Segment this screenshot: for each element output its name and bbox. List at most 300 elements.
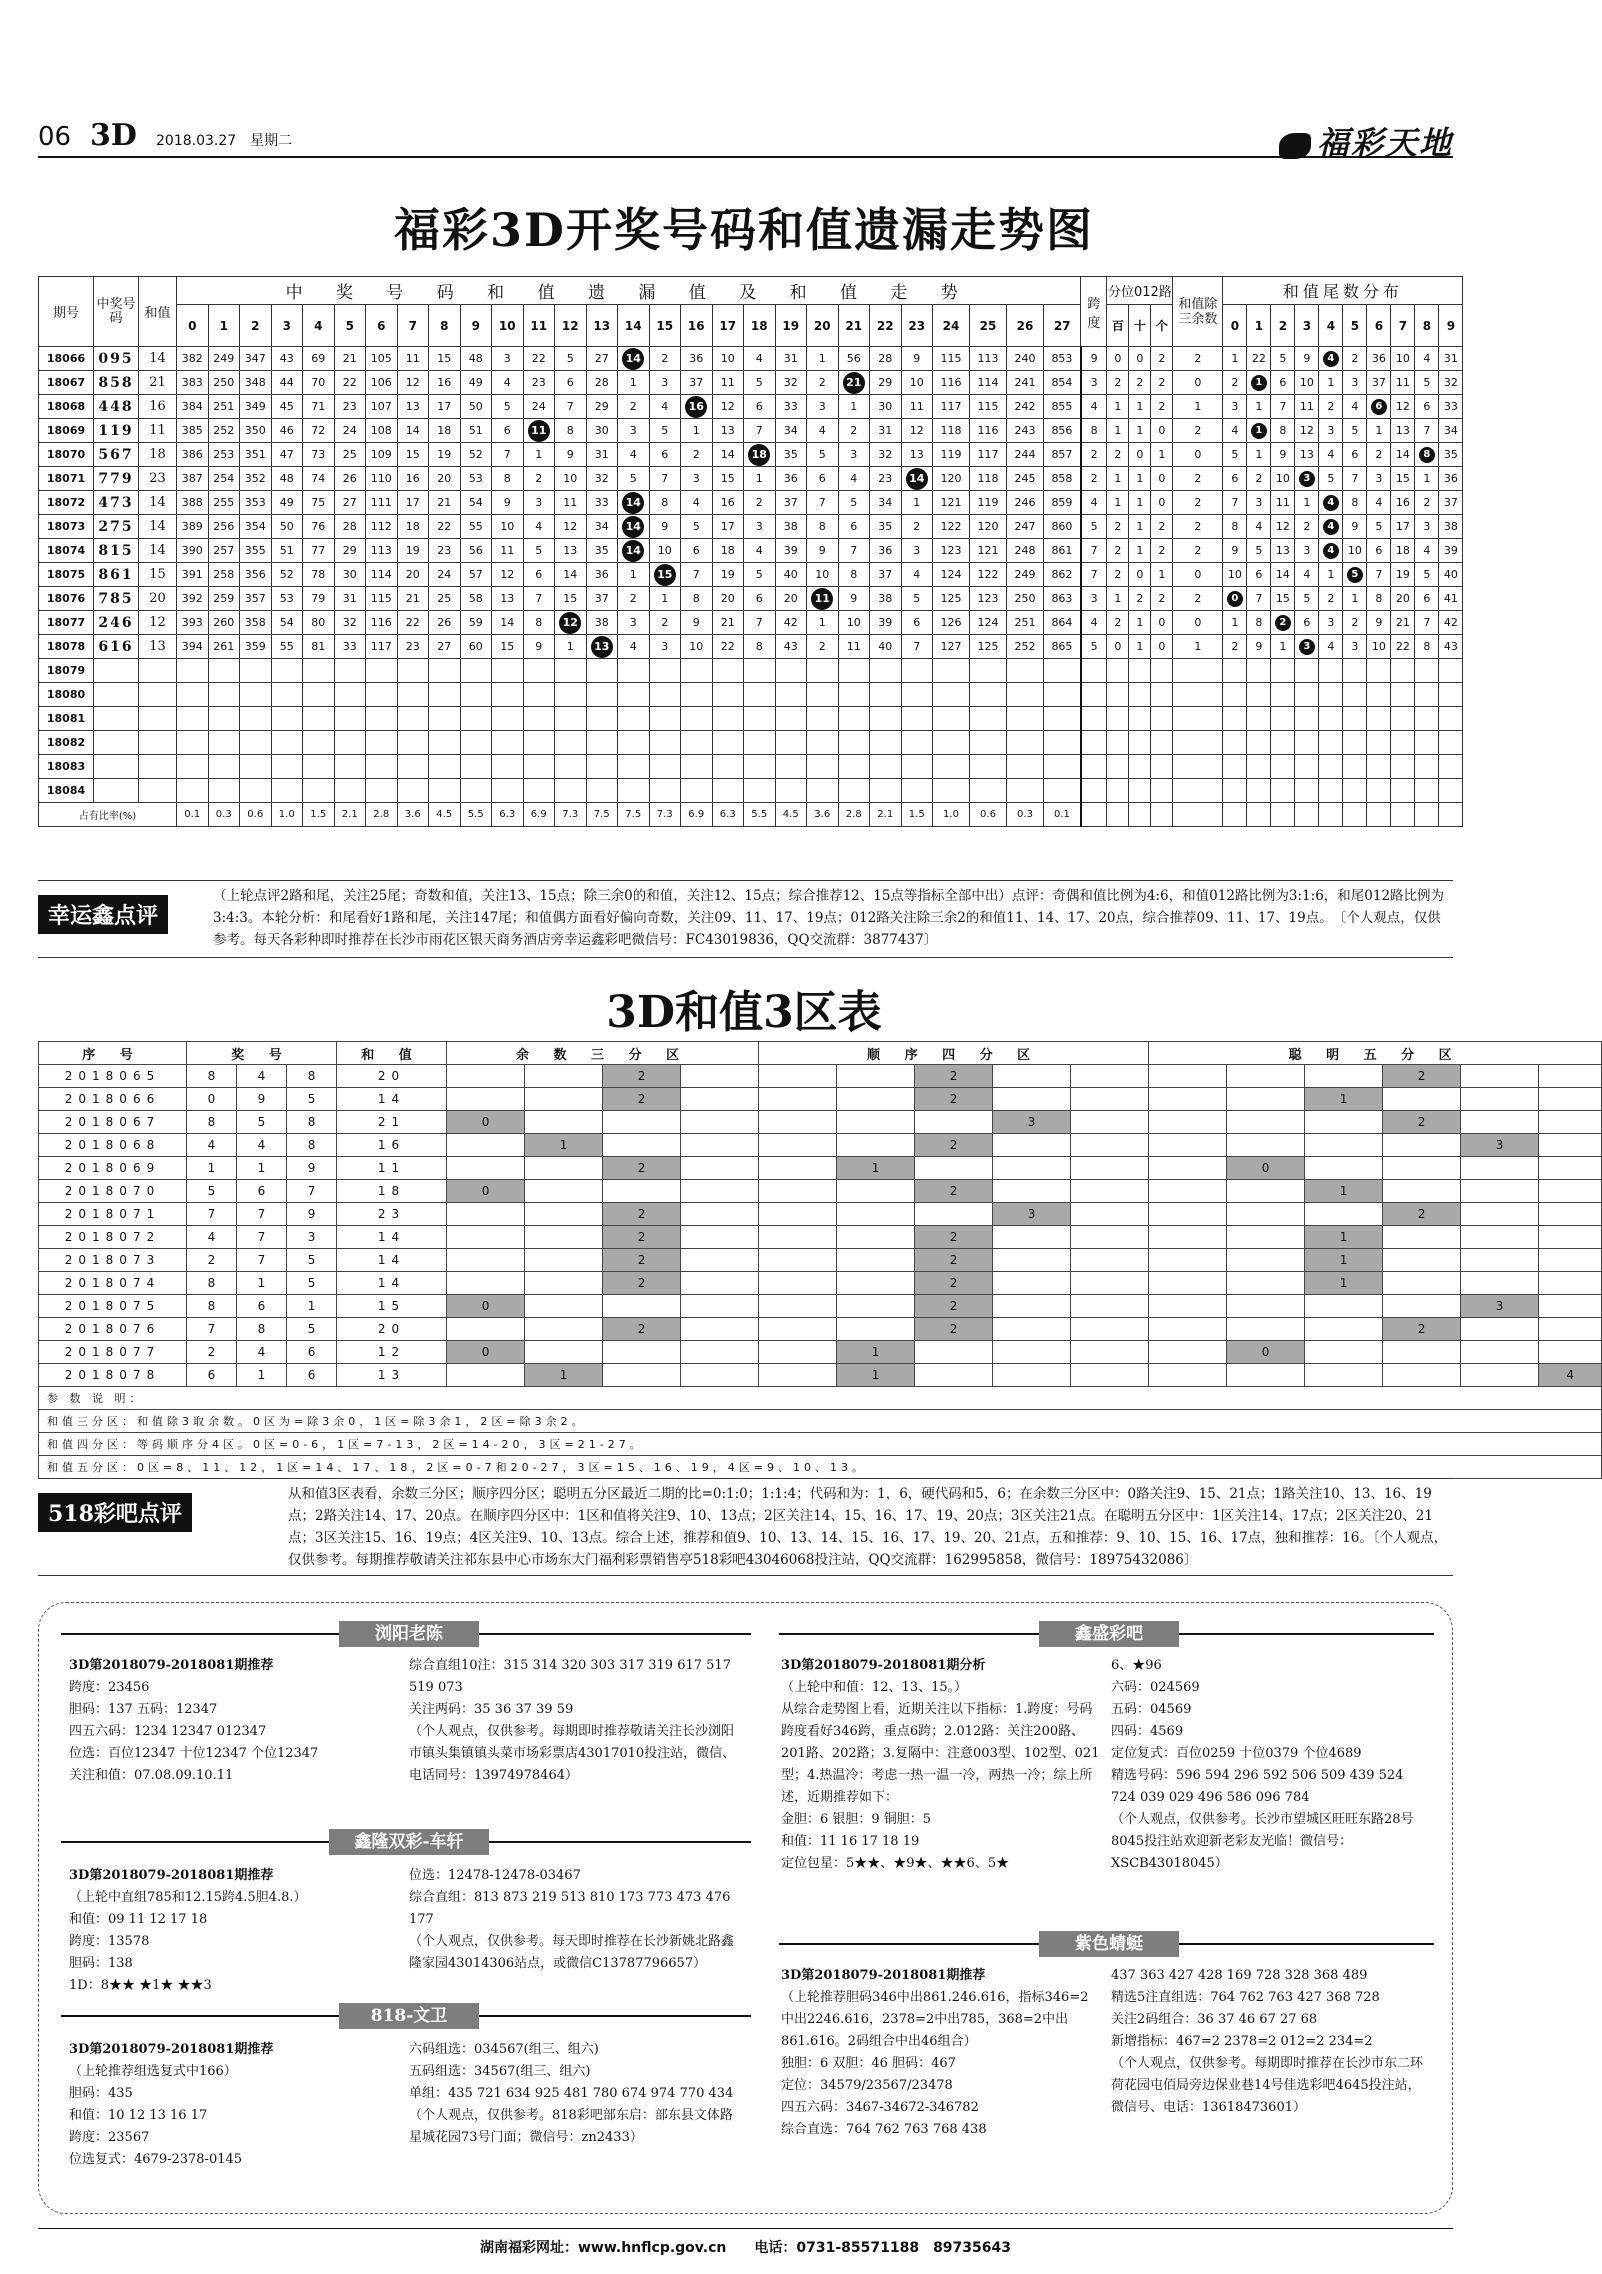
zone-z3-cell [525,1226,603,1249]
tail-cell: 4 [1367,491,1391,515]
omission-cell: 31 [586,443,618,467]
zone-z5-cell [1461,1111,1539,1134]
empty-cell [901,755,933,779]
tail-cell: 7 [1415,611,1439,635]
omission-cell: 74 [303,467,335,491]
omission-cell: 250 [208,371,240,395]
omission-cell: 259 [208,587,240,611]
zone-z5-cell [1539,1180,1602,1203]
omission-cell: 34 [586,515,618,539]
empty-cell [1319,707,1343,731]
omission-cell: 9 [523,635,555,659]
omission-cell: 9 [555,443,587,467]
omission-cell: 22 [429,515,461,539]
tail-cell [1295,467,1319,491]
tail-cell: 17 [1391,515,1415,539]
zone-z5-cell [1149,1364,1227,1387]
tail-cell: 9 [1295,347,1319,371]
omission-cell: 8 [807,515,839,539]
empty-cell [838,779,870,803]
tail-cell: 11 [1391,371,1415,395]
rate-cell: 6.3 [712,803,744,827]
empty-cell [618,683,650,707]
table-row [39,1065,1602,1088]
zone-z5-cell [1461,1249,1539,1272]
zone-z3-cell [603,1364,681,1387]
comment-box-1 [38,880,1453,958]
zone-z5-cell [1539,1341,1602,1364]
zone-digit-cell: 8 [287,1111,337,1134]
omission-cell: 10 [838,611,870,635]
omission-cell: 3 [744,515,776,539]
empty-cell [94,683,139,707]
omission-cell: 22 [712,635,744,659]
rec-title-xinsheng: 鑫盛彩吧 [1039,1621,1179,1647]
empty-cell [1007,755,1044,779]
mod3-cell: 2 [1173,419,1223,443]
empty-cell [744,731,776,755]
period-cell: 18073 [39,515,94,539]
omission-cell: 19 [712,563,744,587]
zone-z5-cell [1461,1318,1539,1341]
zone-z5-cell [1305,1341,1383,1364]
tail-cell: 8 [1247,611,1271,635]
omission-cell: 42 [775,611,807,635]
rec-line: 定位：34579/23567/23478 [781,2078,953,2093]
zone-z4-cell [993,1364,1071,1387]
table-row [39,491,1463,515]
zone-z4-cell [759,1065,837,1088]
rate-cell: 0.6 [970,803,1007,827]
omission-cell: 352 [240,467,272,491]
sum-marker: 11 [811,588,833,610]
omission-cell: 25 [429,587,461,611]
sum-marker: 12 [559,612,581,634]
tail-cell: 40 [1439,563,1463,587]
rate-cell: 0.6 [240,803,272,827]
tail-cell: 1 [1223,611,1247,635]
empty-cell [586,707,618,731]
omission-cell: 355 [240,539,272,563]
omission-cell: 45 [271,395,303,419]
table-row [39,371,1463,395]
zone-z5-cell [1461,1364,1539,1387]
tail-cell: 42 [1439,611,1463,635]
zone-z4-cell [759,1272,837,1295]
omission-cell: 12 [712,395,744,419]
pos012-cell: 0 [1151,635,1173,659]
rec-line: （上轮中和值：12、13、15。） [781,1680,968,1695]
empty-cell [94,659,139,683]
pos012-cell: 1 [1107,491,1129,515]
empty-cell [970,755,1007,779]
tail-cell: 39 [1439,539,1463,563]
rec-line: 3D第2018079-2018081期推荐 [781,1968,986,1983]
omission-cell: 51 [460,419,492,443]
zone-z3-cell: 1 [525,1364,603,1387]
empty-cell [1044,731,1081,755]
omission-cell: 358 [240,611,272,635]
omission-cell: 15 [555,587,587,611]
tail-cell: 1 [1367,419,1391,443]
zone-z5-cell [1383,1226,1461,1249]
empty-cell [838,683,870,707]
zone-z4-cell [993,1180,1071,1203]
zone-digit-cell: 1 [187,1157,237,1180]
table-row [39,1272,1602,1295]
empty-cell [1319,659,1343,683]
omission-cell: 256 [208,515,240,539]
empty-cell [492,779,524,803]
zone-z4-cell [837,1226,915,1249]
zone-digit-cell: 1 [287,1295,337,1318]
tail-cell: 32 [1439,371,1463,395]
omission-cell: 116 [970,419,1007,443]
empty-cell [1129,731,1151,755]
omission-cell: 32 [586,467,618,491]
omission-cell: 125 [933,587,970,611]
zone-z3-cell: 2 [603,1226,681,1249]
tail-cell: 12 [1391,395,1415,419]
empty-cell [303,707,335,731]
omission-cell: 80 [303,611,335,635]
omission-cell: 350 [240,419,272,443]
span-cell: 4 [1081,611,1107,635]
tail-marker: 1 [1251,423,1267,439]
empty-cell [429,707,461,731]
empty-cell [1081,779,1107,803]
sum-col-header: 2 [240,305,272,347]
empty-cell [618,755,650,779]
omission-cell: 18 [397,515,429,539]
zone-z5-cell [1305,1157,1383,1180]
span-cell: 7 [1081,563,1107,587]
tail-cell: 3 [1247,491,1271,515]
empty-cell [1415,803,1439,827]
empty-cell [775,731,807,755]
zone-sum-cell: 14 [337,1088,447,1111]
zone-z3-cell: 2 [603,1203,681,1226]
zone-digit-cell: 8 [287,1065,337,1088]
rate-cell: 7.5 [618,803,650,827]
omission-cell: 5 [618,467,650,491]
empty-cell [1439,731,1463,755]
empty-cell [838,707,870,731]
tail-cell: 10 [1391,347,1415,371]
zone-z3-cell [525,1272,603,1295]
zone-note: 和值三分区：和值除3取余数。0区为=除3余0，1区=除3余1，2区=除3余2。 [39,1410,1602,1433]
omission-cell: 109 [366,443,398,467]
empty-cell [1107,683,1129,707]
sum-col-header: 22 [870,305,902,347]
omission-cell: 52 [271,563,303,587]
zone-z5-cell [1461,1341,1539,1364]
brand-logo: 福彩天地 [1279,118,1453,164]
zone-z5-cell [1149,1318,1227,1341]
empty-cell [1247,659,1271,683]
empty-cell [177,755,209,779]
pos012-cell: 1 [1129,635,1151,659]
omission-cell: 28 [870,347,902,371]
number-cell: 473 [94,491,139,515]
zone-digit-cell: 6 [287,1341,337,1364]
zone-z5-cell [1461,1088,1539,1111]
zone-z5-cell [1383,1364,1461,1387]
omission-cell: 13 [555,539,587,563]
zone-digit-cell: 0 [187,1088,237,1111]
tail-cell: 6 [1223,467,1247,491]
omission-cell: 51 [271,539,303,563]
empty-cell [970,731,1007,755]
rate-cell: 1.0 [271,803,303,827]
mod3-cell: 2 [1173,515,1223,539]
omission-cell [586,635,618,659]
empty-cell [1173,731,1223,755]
zone-z3-cell [447,1088,525,1111]
tail-cell: 4 [1319,635,1343,659]
omission-cell: 5 [744,563,776,587]
zone-period-cell: 2018074 [39,1272,187,1295]
empty-cell [1151,803,1173,827]
tail-marker: 4 [1323,351,1339,367]
tail-cell: 3 [1343,635,1367,659]
period-cell: 18078 [39,635,94,659]
omission-cell: 7 [523,587,555,611]
period-cell: 18081 [39,707,94,731]
tail-col-header: 0 [1223,305,1247,347]
tail-cell: 16 [1391,491,1415,515]
omission-cell: 12 [492,563,524,587]
empty-cell [139,707,177,731]
sum-marker: 15 [654,564,676,586]
omission-cell: 2 [618,587,650,611]
zone-z3-cell: 2 [603,1157,681,1180]
zone-z5-cell: 1 [1305,1226,1383,1249]
rec-line: 和值：10 12 13 16 17 [69,2108,208,2123]
tail-cell: 1 [1295,491,1319,515]
table-row [39,635,1463,659]
empty-cell [177,707,209,731]
sum-marker: 14 [622,348,644,370]
omission-cell: 15 [397,443,429,467]
tail-cell: 9 [1367,611,1391,635]
zone-z4-cell [837,1318,915,1341]
omission-cell: 25 [334,443,366,467]
tail-cell: 35 [1439,443,1463,467]
omission-cell: 81 [303,635,335,659]
omission-cell: 865 [1044,635,1081,659]
tail-cell: 10 [1343,539,1367,563]
col-number: 中奖号码 [94,277,139,347]
empty-cell [744,659,776,683]
omission-cell: 3 [838,443,870,467]
empty-cell [303,659,335,683]
omission-cell: 56 [460,539,492,563]
empty-cell [586,683,618,707]
zone-z5-cell [1461,1272,1539,1295]
omission-cell: 119 [933,443,970,467]
omission-cell: 10 [712,347,744,371]
zone-z5-cell [1227,1249,1305,1272]
zone-z4-cell: 2 [915,1180,993,1203]
empty-cell [901,683,933,707]
empty-cell [1223,683,1247,707]
omission-cell: 5 [523,539,555,563]
rec-line: 437 363 427 428 169 728 328 368 489 [1111,1968,1368,1983]
zone-z5-cell [1539,1318,1602,1341]
number-cell: 858 [94,371,139,395]
empty-cell [807,683,839,707]
omission-cell: 50 [271,515,303,539]
omission-cell: 3 [901,539,933,563]
span-cell: 4 [1081,395,1107,419]
zone-z4-cell [915,1157,993,1180]
tail-cell: 5 [1343,419,1367,443]
col-span: 跨度 [1081,277,1107,347]
omission-cell: 44 [271,371,303,395]
omission-cell: 120 [970,515,1007,539]
empty-cell [139,779,177,803]
omission-cell: 860 [1044,515,1081,539]
rate-cell: 1.0 [933,803,970,827]
omission-cell: 40 [870,635,902,659]
omission-cell: 126 [933,611,970,635]
empty-cell [1129,779,1151,803]
omission-cell: 56 [838,347,870,371]
omission-cell: 36 [586,563,618,587]
omission-cell: 30 [586,419,618,443]
table-row [39,659,1463,683]
empty-cell [1367,779,1391,803]
omission-cell [555,611,587,635]
pos012-cell: 1 [1107,395,1129,419]
rec-line: （个人观点，仅供参考。每期即时推荐敬请关注长沙浏阳市镇头集镇镇头菜市场彩票店43017010投注站，微信、电话同号：13974978464） [409,1724,736,1783]
tail-cell [1223,587,1247,611]
table-row [39,707,1463,731]
omission-cell: 79 [303,587,335,611]
tail-cell [1247,419,1271,443]
rec-line: 四五六码：3467-34672-346782 [781,2100,979,2115]
empty-cell [523,707,555,731]
omission-cell: 33 [586,491,618,515]
zone-digit-cell: 8 [187,1295,237,1318]
tail-cell: 18 [1391,539,1415,563]
omission-cell: 16 [397,467,429,491]
omission-cell: 117 [970,443,1007,467]
zone-sum-cell: 23 [337,1203,447,1226]
sum-col-header: 8 [429,305,461,347]
tail-cell: 2 [1223,371,1247,395]
tail-cell: 7 [1271,395,1295,419]
omission-cell: 21 [429,491,461,515]
omission-cell: 10 [492,515,524,539]
empty-cell [1081,731,1107,755]
omission-cell: 113 [366,539,398,563]
rec-line: 关注两码：35 36 37 39 59 [409,1702,574,1717]
zone-z5-cell [1227,1180,1305,1203]
empty-cell [1391,779,1415,803]
omission-cell: 12 [397,371,429,395]
tail-cell: 5 [1319,467,1343,491]
tail-cell: 5 [1415,563,1439,587]
omission-cell [618,491,650,515]
zone-title: 3D和值3区表 [606,987,882,1038]
zone-period-cell: 2018073 [39,1249,187,1272]
sum-marker: 13 [591,636,613,658]
tail-cell [1343,563,1367,587]
omission-cell: 13 [901,443,933,467]
omission-cell: 30 [334,563,366,587]
zone-z5-cell [1149,1295,1227,1318]
omission-cell: 9 [681,611,713,635]
omission-cell: 73 [303,443,335,467]
sum-col-header: 10 [492,305,524,347]
tail-cell: 1 [1223,347,1247,371]
omission-cell: 382 [177,347,209,371]
zone-z3-cell: 0 [447,1341,525,1364]
omission-cell: 255 [208,491,240,515]
pos012-cell: 2 [1151,347,1173,371]
rec-xinsheng-left [781,1655,1101,1875]
empty-cell [775,683,807,707]
omission-cell: 10 [681,635,713,659]
zone-z5-cell [1383,1295,1461,1318]
omission-cell: 6 [681,539,713,563]
omission-cell: 253 [208,443,240,467]
omission-cell: 242 [1007,395,1044,419]
empty-cell [933,731,970,755]
sum-col-header: 17 [712,305,744,347]
omission-cell: 29 [870,371,902,395]
tail-cell [1319,539,1343,563]
empty-cell [1107,707,1129,731]
tail-cell: 9 [1343,515,1367,539]
empty-cell [208,683,240,707]
omission-cell: 247 [1007,515,1044,539]
pos012-cell: 0 [1129,563,1151,587]
zone-z4-cell [759,1088,837,1111]
omission-cell [618,347,650,371]
rate-cell: 6.3 [492,803,524,827]
empty-cell [94,731,139,755]
empty-cell [970,659,1007,683]
zone-z5-cell [1305,1111,1383,1134]
tail-cell: 41 [1439,587,1463,611]
tail-marker: 4 [1323,495,1339,511]
zone-z3-cell: 2 [603,1249,681,1272]
table-row [39,1364,1602,1387]
omission-cell: 348 [240,371,272,395]
tail-cell: 31 [1439,347,1463,371]
omission-cell: 9 [492,491,524,515]
omission-cell: 117 [933,395,970,419]
zone-z5-cell [1149,1088,1227,1111]
rate-cell: 6.9 [681,803,713,827]
mod3-cell: 0 [1173,611,1223,635]
omission-cell: 3 [618,419,650,443]
zone-period-cell: 2018067 [39,1111,187,1134]
empty-cell [618,731,650,755]
tail-marker: 4 [1323,519,1339,535]
tail-col-header: 5 [1343,305,1367,347]
omission-cell: 389 [177,515,209,539]
empty-cell [1247,731,1271,755]
omission-cell: 20 [429,467,461,491]
omission-cell: 54 [460,491,492,515]
zone-z3-cell [447,1249,525,1272]
sum-col-header: 24 [933,305,970,347]
tail-col-header: 8 [1415,305,1439,347]
